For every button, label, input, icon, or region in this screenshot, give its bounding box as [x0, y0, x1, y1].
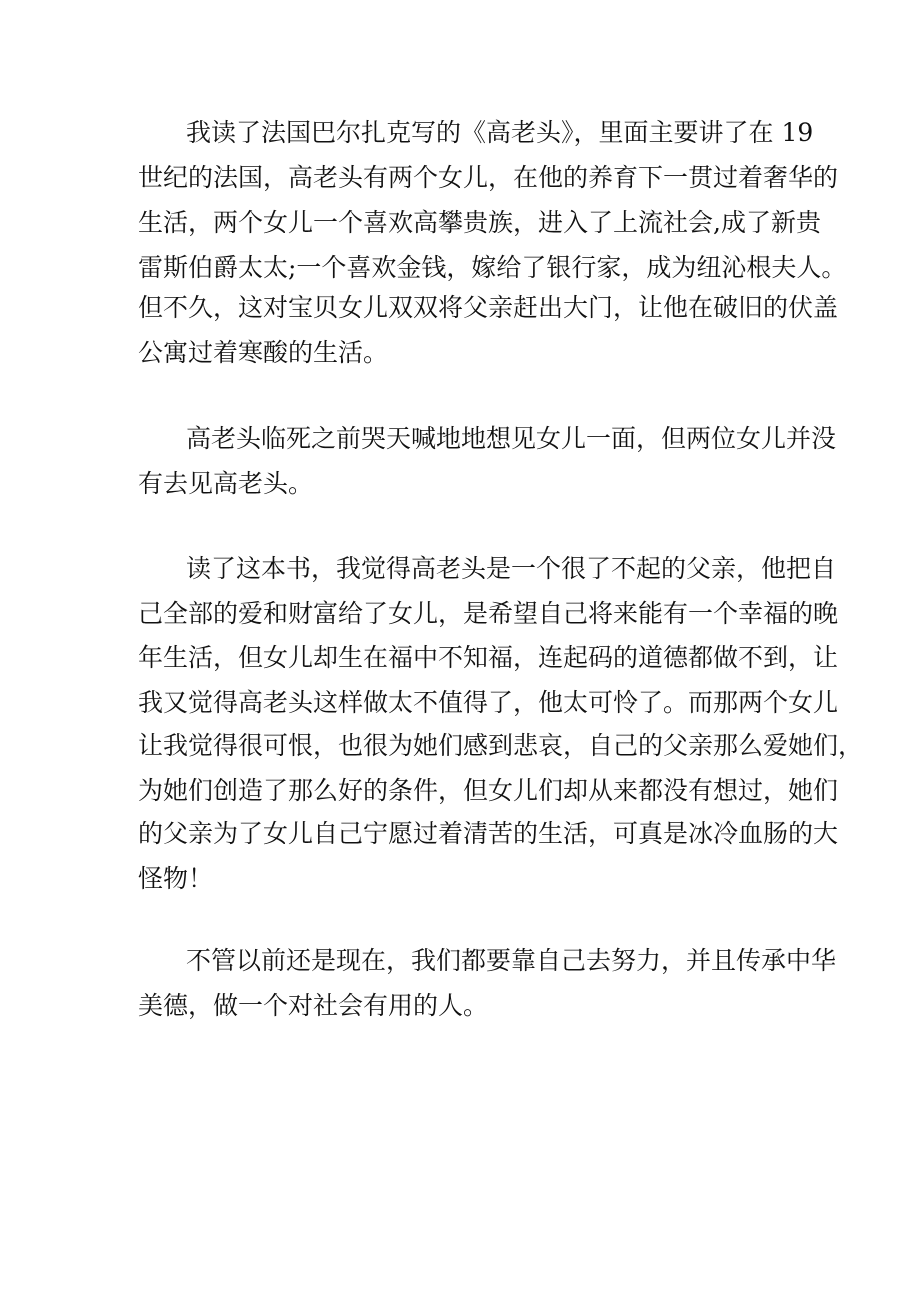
paragraph-line: 让我觉得很可恨，也很为她们感到悲哀，自己的父亲那么爱她们， — [138, 731, 864, 760]
paragraph-line: 生活，两个女儿一个喜欢高攀贵族，进入了上流社会,成了新贵 — [138, 208, 821, 237]
paragraph-line: 我又觉得高老头这样做太不值得了，他太可怜了。而那两个女儿 — [138, 688, 839, 717]
paragraph-line: 但不久，这对宝贝女儿双双将父亲赶出大门，让他在破旧的伏盖 — [138, 293, 839, 322]
paragraph-line: 的父亲为了女儿自己宁愿过着清苦的生活，可真是冰冷血肠的大 — [138, 819, 839, 848]
paragraph-line: 己全部的爱和财富给了女儿，是希望自己将来能有一个幸福的晚 — [138, 599, 839, 628]
paragraph-line: 高老头临死之前哭天喊地地想见女儿一面，但两位女儿并没 — [186, 424, 837, 453]
paragraph-line: 有去见高老头。 — [138, 469, 314, 498]
paragraph-line: 不管以前还是现在，我们都要靠自己去努力，并且传承中华 — [186, 946, 837, 975]
paragraph-line: 年生活，但女儿却生在福中不知福，连起码的道德都做不到，让 — [138, 643, 839, 672]
paragraph-line: 世纪的法国，高老头有两个女儿，在他的养育下一贯过着奢华的 — [138, 163, 839, 192]
paragraph-line: 为她们创造了那么好的条件，但女儿们却从来都没有想过，她们 — [138, 776, 839, 805]
paragraph-line: 我读了法国巴尔扎克写的《高老头》，里面主要讲了在 19 — [186, 118, 814, 147]
paragraph-line: 公寓过着寒酸的生活。 — [138, 338, 389, 367]
paragraph-line: 读了这本书，我觉得高老头是一个很了不起的父亲，他把自 — [186, 554, 837, 583]
paragraph-line: 雷斯伯爵太太;一个喜欢金钱，嫁给了银行家，成为纽沁根夫人。 — [138, 253, 847, 282]
paragraph-line: 美德，做一个对社会有用的人。 — [138, 991, 489, 1020]
paragraph-line: 怪物！ — [138, 864, 214, 893]
